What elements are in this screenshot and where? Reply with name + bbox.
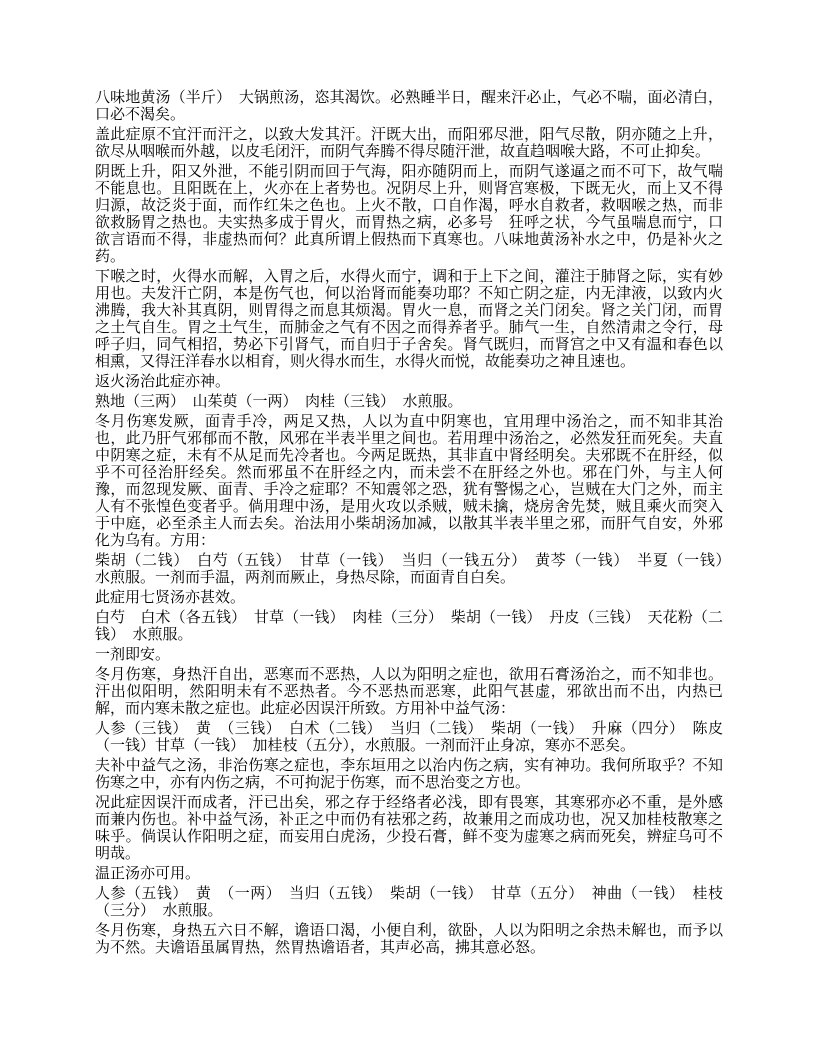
paragraph: 一剂即安。 <box>95 647 171 663</box>
paragraph: 此症用七贤汤亦甚效。 <box>95 590 246 606</box>
formula-line: 熟地（三两） 山茱萸（一两） 肉桂（三钱） 水煎服。 <box>95 394 463 410</box>
paragraph: 冬月伤寒发厥，面青手冷，两足又热，人以为直中阴寒也，宜用理中汤治之，而不知非其治也，此乃肝气邪郁而不散，风邪在半表半里之间也。若用理中汤治之，必然发狂而死矣。夫直中阴寒之症，未有不从足而先冷者也。今两足既热，其非直中肾经明矣。夫邪既不在肝经，似乎不可径治肝经矣。然而邪虽不在肝经之内，而未尝不在肝经之外也。邪在门外，与主人何豫，而忽现发厥、面青、手冷之症耶？不知震邻之恐，犹有警惕之心，岂贼在大门之外，而主人有不张惶色变者乎。倘用理中汤，是用火攻以杀贼，贼未擒，烧房舍先焚，贼且乘火而突入于中庭，必至杀主人而去矣。治法用小柴胡汤加减，以散其半表半里之邪，而肝气自安，外邪化为乌有。方用： <box>95 414 723 549</box>
paragraph: 返火汤治此症亦神。 <box>95 374 231 390</box>
paragraph: 冬月伤寒，身热五六日不解，谵语口渴，小便自利，欲卧，人以为阳明之余热未解也，而予以为不然。夫谵语虽属胃热，然胃热谵语者，其声必高，拂其意必怒。 <box>95 923 723 956</box>
paragraph: 阴既上升，阳又外泄，不能引阴而回于气海，阳亦随阴而上，而阴气遂逼之而不可下，故气喘不能息也。且阳既在上，火亦在上者势也。况阴尽上升，则肾宫寒极，下既无火，而上又不得归源，故泛炎于面，而作红朱之色也。上火不散，口自作渴，呼水自救者，救咽喉之热，而非欲救肠胃之热也。夫实热多成于胃火，而胃热之病，必多号 狂呼之状，今气虽喘息而宁，口欲言语而不得，非虚热而何？此真所谓上假热而下真寒也。八味地黄汤补水之中，仍是补火之药。 <box>95 164 723 265</box>
paragraph: 盖此症原不宜汗而汗之，以致大发其汗。汗既大出，而阳邪尽泄，阳气尽散，阴亦随之上升，欲尽从咽喉而外越，以皮毛闭汗，而阴气奔腾不得尽随汗泄，故直趋咽喉大路，不可止抑矣。 <box>95 127 723 160</box>
formula-line: 人参（五钱） 黄 （一两） 当归（五钱） 柴胡（一钱） 甘草（五分） 神曲（一钱） 桂枝（三分） 水煎服。 <box>95 886 723 919</box>
paragraph: 下喉之时，火得水而解，入胃之后，水得火而宁，调和于上下之间，灌注于肺肾之际，实有妙用也。夫发汗亡阴，本是伤气也，何以治肾而能奏功耶？不知亡阴之症，内无津液，以致内火沸腾，我大补其真阴，则胃得之而息其烦渴。胃火一息，而肾之关门闭矣。肾之关门闭，而胃之土气自生。胃之土气生，而肺金之气有不因之而得养者乎。肺气一生，自然清肃之令行，母呼子归，同气相招，势必下引肾气，而自归于子舍矣。肾气既归，而肾宫之中又有温和春色以相熏，又得汪洋春水以相育，则火得水而生，水得火而悦，故能奏功之神且速也。 <box>95 269 723 370</box>
paragraph: 况此症因误汗而成者，汗已出矣，邪之存于经络者必浅，即有畏寒，其寒邪亦必不重，是外感而兼内伤也。补中益气汤，补正之中而仍有祛邪之药，故兼用之而成功也，况又加桂枝散寒之味乎。倘误认作阳明之症，而妄用白虎汤，少投石膏，鲜不变为虚寒之病而死矣，辨症乌可不明哉。 <box>95 795 723 862</box>
paragraph: 夫补中益气之汤，非治伤寒之症也，李东垣用之以治内伤之病，实有神功。我何所取乎？不知伤寒之中，亦有内伤之病，不可拘泥于伤寒，而不思治变之方也。 <box>95 758 723 791</box>
formula-line: 柴胡（二钱） 白芍（五钱） 甘草（一钱） 当归（一钱五分） 黄芩（一钱） 半夏（一钱） 水煎服。一剂而手温，两剂而厥止，身热尽除，而面青自白矣。 <box>95 553 739 586</box>
formula-line: 白芍 白术（各五钱） 甘草（一钱） 肉桂（三分） 柴胡（一钱） 丹皮（三钱） 天花粉（二钱） 水煎服。 <box>95 610 723 643</box>
paragraph: 八味地黄汤（半斤） 大锅煎汤，恣其渴饮。必熟睡半日，醒来汗必止，气必不喘，面必清白，口必不渴矣。 <box>95 90 723 123</box>
paragraph: 冬月伤寒，身热汗自出，恶寒而不恶热，人以为阳明之症也，欲用石膏汤治之，而不知非也。汗出似阳明，然阳明未有不恶热者。今不恶热而恶寒，此阳气甚虚，邪欲出而不出，内热已解，而内寒未散之症也。此症必因误汗所致。方用补中益气汤： <box>95 667 723 717</box>
formula-line: 人参（三钱） 黄 （三钱） 白术（二钱） 当归（二钱） 柴胡（一钱） 升麻（四分） 陈皮（一钱）甘草（一钱） 加桂枝（五分），水煎服。一剂而汗止身凉，寒亦不恶矣。 <box>95 721 723 754</box>
paragraph: 温正汤亦可用。 <box>95 866 201 882</box>
document-page <box>95 90 739 960</box>
